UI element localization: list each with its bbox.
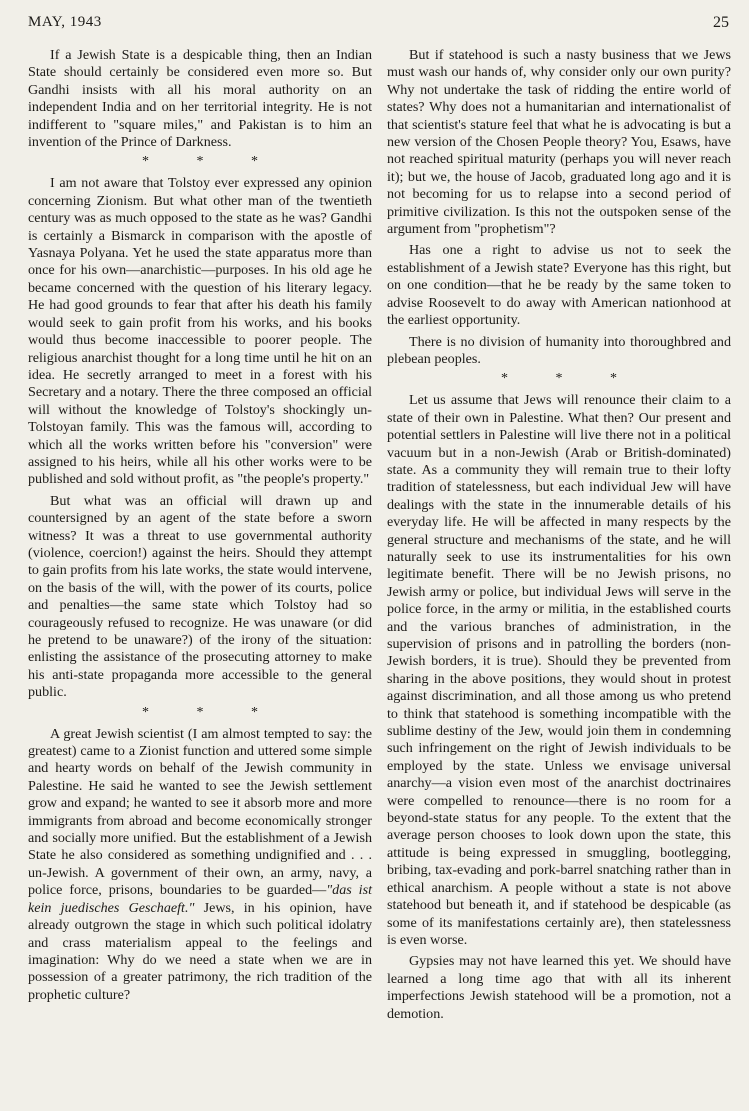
paragraph: I am not aware that Tolstoy ever expressed any opinion concerning Zionism. But what other man of the twentieth century was as much opposed to the state as he was? Gandhi is certainly a Bismarck in comparison with the apostle of Yasnaya Polyana. Yet he used the state apparatus more than once for his own—anarchistic—purposes. In his old age he became concerned with the question of his literary legacy. He had good grounds to fear that after his death his family would seek to gain profit from his works, and his books would thus become inaccessible to poorer people. The religious anarchist thought for a long time until he hit on an idea. He secretly arranged to meet in a forest with his Secretary and a notary. There the three composed an official will without the knowledge of Tolstoy's shockingly un-Tolstoyan family. This was the famous will, according to which all the works written before his "conversion" were assigned to his heirs, while all his other works were to be published and sold without profit, as "the people's property." bbox=[28, 175, 372, 488]
section-separator: * * * bbox=[501, 371, 639, 387]
section-separator: * * * bbox=[142, 154, 280, 170]
paragraph: Has one a right to advise us not to seek the establishment of a Jewish state? Everyone has this right, but on one condition—that he be ready by the same token to advise Roosevelt to do away with American nationhood at the earliest opportunity. bbox=[387, 242, 731, 329]
page-number: 25 bbox=[713, 14, 729, 31]
paragraph: Gypsies may not have learned this yet. We should have learned a long time ago that with all its inherent imperfections Jewish statehood will be a promotion, not a demotion. bbox=[387, 953, 731, 1022]
right-column bbox=[387, 47, 731, 1027]
paragraph-text: Jews, in his opinion, have already outgrown the stage in which such political idolatry and crass materialism appeal to the feelings and imagination: Why do we need a state when we are in possession of a greater patrimony, the rich tradition of the prophetic culture? bbox=[28, 899, 372, 1003]
running-head: MAY, 1943 bbox=[28, 14, 102, 30]
paragraph: But if statehood is such a nasty business that we Jews must wash our hands of, why consider only our own purity? Why not undertake the task of ridding the entire world of states? Why does not a humanitarian and internationalist of that scientist's stature feel that what he is advocating is but a new version of the Chosen People theory? You, Esaws, have not reached spiritual maturity (perhaps you will never reach it); but we, the house of Jacob, graduated long ago and it is not becoming for us to relapse into a second period of primitive civilization. Is this not the outspoken sense of the argument from "prophetism"? bbox=[387, 47, 731, 238]
german-quotation: "das ist kein juedisches Geschaeft." bbox=[28, 882, 372, 916]
paragraph bbox=[28, 726, 372, 1005]
paragraph-text: A great Jewish scientist (I am almost tempted to say: the greatest) came to a Zionist function and uttered some simple and hearty words on behalf of the Jewish community in Palestine. He said he wanted to see the Jewish settlement grow and expand; he wanted to see it absorb more and more immigrants from abroad and become economically stronger and socially more unified. But the establishment of a Jewish State he also considered as something undignified and . . . un-Jewish. A government of their own, an army, navy, a police force, prisons, boundaries to be guarded— bbox=[28, 725, 372, 899]
left-column bbox=[28, 47, 372, 1008]
paragraph: But what was an official will drawn up and countersigned by an agent of the state before a sworn witness? It was a threat to use governmental authority (violence, coercion!) against the heirs. Should they attempt to gain profits from his late works, the state would intervene, on the basis of the will, with the power of its courts, police and penalties—the same state which Tolstoy had so courageously refused to recognize. He was unaware (or did he pretend to be unaware?) of the irony of the situation: enlisting the assistance of the prosecuting attorney to make his anti-state propaganda more accessible to the general public. bbox=[28, 492, 372, 701]
paragraph: Let us assume that Jews will renounce their claim to a state of their own in Palestine. What then? Our present and potential settlers in Palestine will live there not in a political vacuum but in a non-Jewish (Arab or British-dominated) state. As a community they will remain true to their lofty tradition of statelessness, but each individual Jew will have dealings with the state in the innumerable details of his everyday life. He will be affected in many respects by the general structure and mechanisms of the state, and he will naturally seek to use its instrumentalities for his own legitimate benefit. There will be no Jewish prisons, no Jewish army or police, but individual Jews will serve in the police force, in the army or militia, in the established courts and the various branches of administration, in the supervision of prisons and in patrolling the borders (non-Jewish borders, it is true). Should they be prevented from sharing in the above positions, they would shout in protest against discrimination, and all those among us who pretend to think that statehood is something incompatible with the sublime destiny of the Jew, would join them in condemning such infringement on the right of Jewish individuals to be employed by the state. Unless we envisage universal anarchy—a vision even most of the anarchist doctrinaires were compelled to renounce—there is no room for a beyond-state status for any people. To the extent that the average person chooses to look down upon the state, this attitude is being expressed in smuggling, bootlegging, bribing, tax-evading and pork-barrel snatching rather than in ethical anarchism. A people without a state is not above statehood but beneath it, and if statehood be despicable (as some of its manifestations certainly are), then statelessness is even worse. bbox=[387, 392, 731, 948]
section-separator: * * * bbox=[142, 704, 280, 720]
paragraph: If a Jewish State is a despicable thing, then an Indian State should certainly be considered even more so. But Gandhi insists with all his moral authority on an independent India and on her territorial integrity. He is not indifferent to "square miles," and Pakistan is to him an invention of the Prince of Darkness. bbox=[28, 47, 372, 151]
paragraph: There is no division of humanity into thoroughbred and plebean peoples. bbox=[387, 333, 731, 367]
